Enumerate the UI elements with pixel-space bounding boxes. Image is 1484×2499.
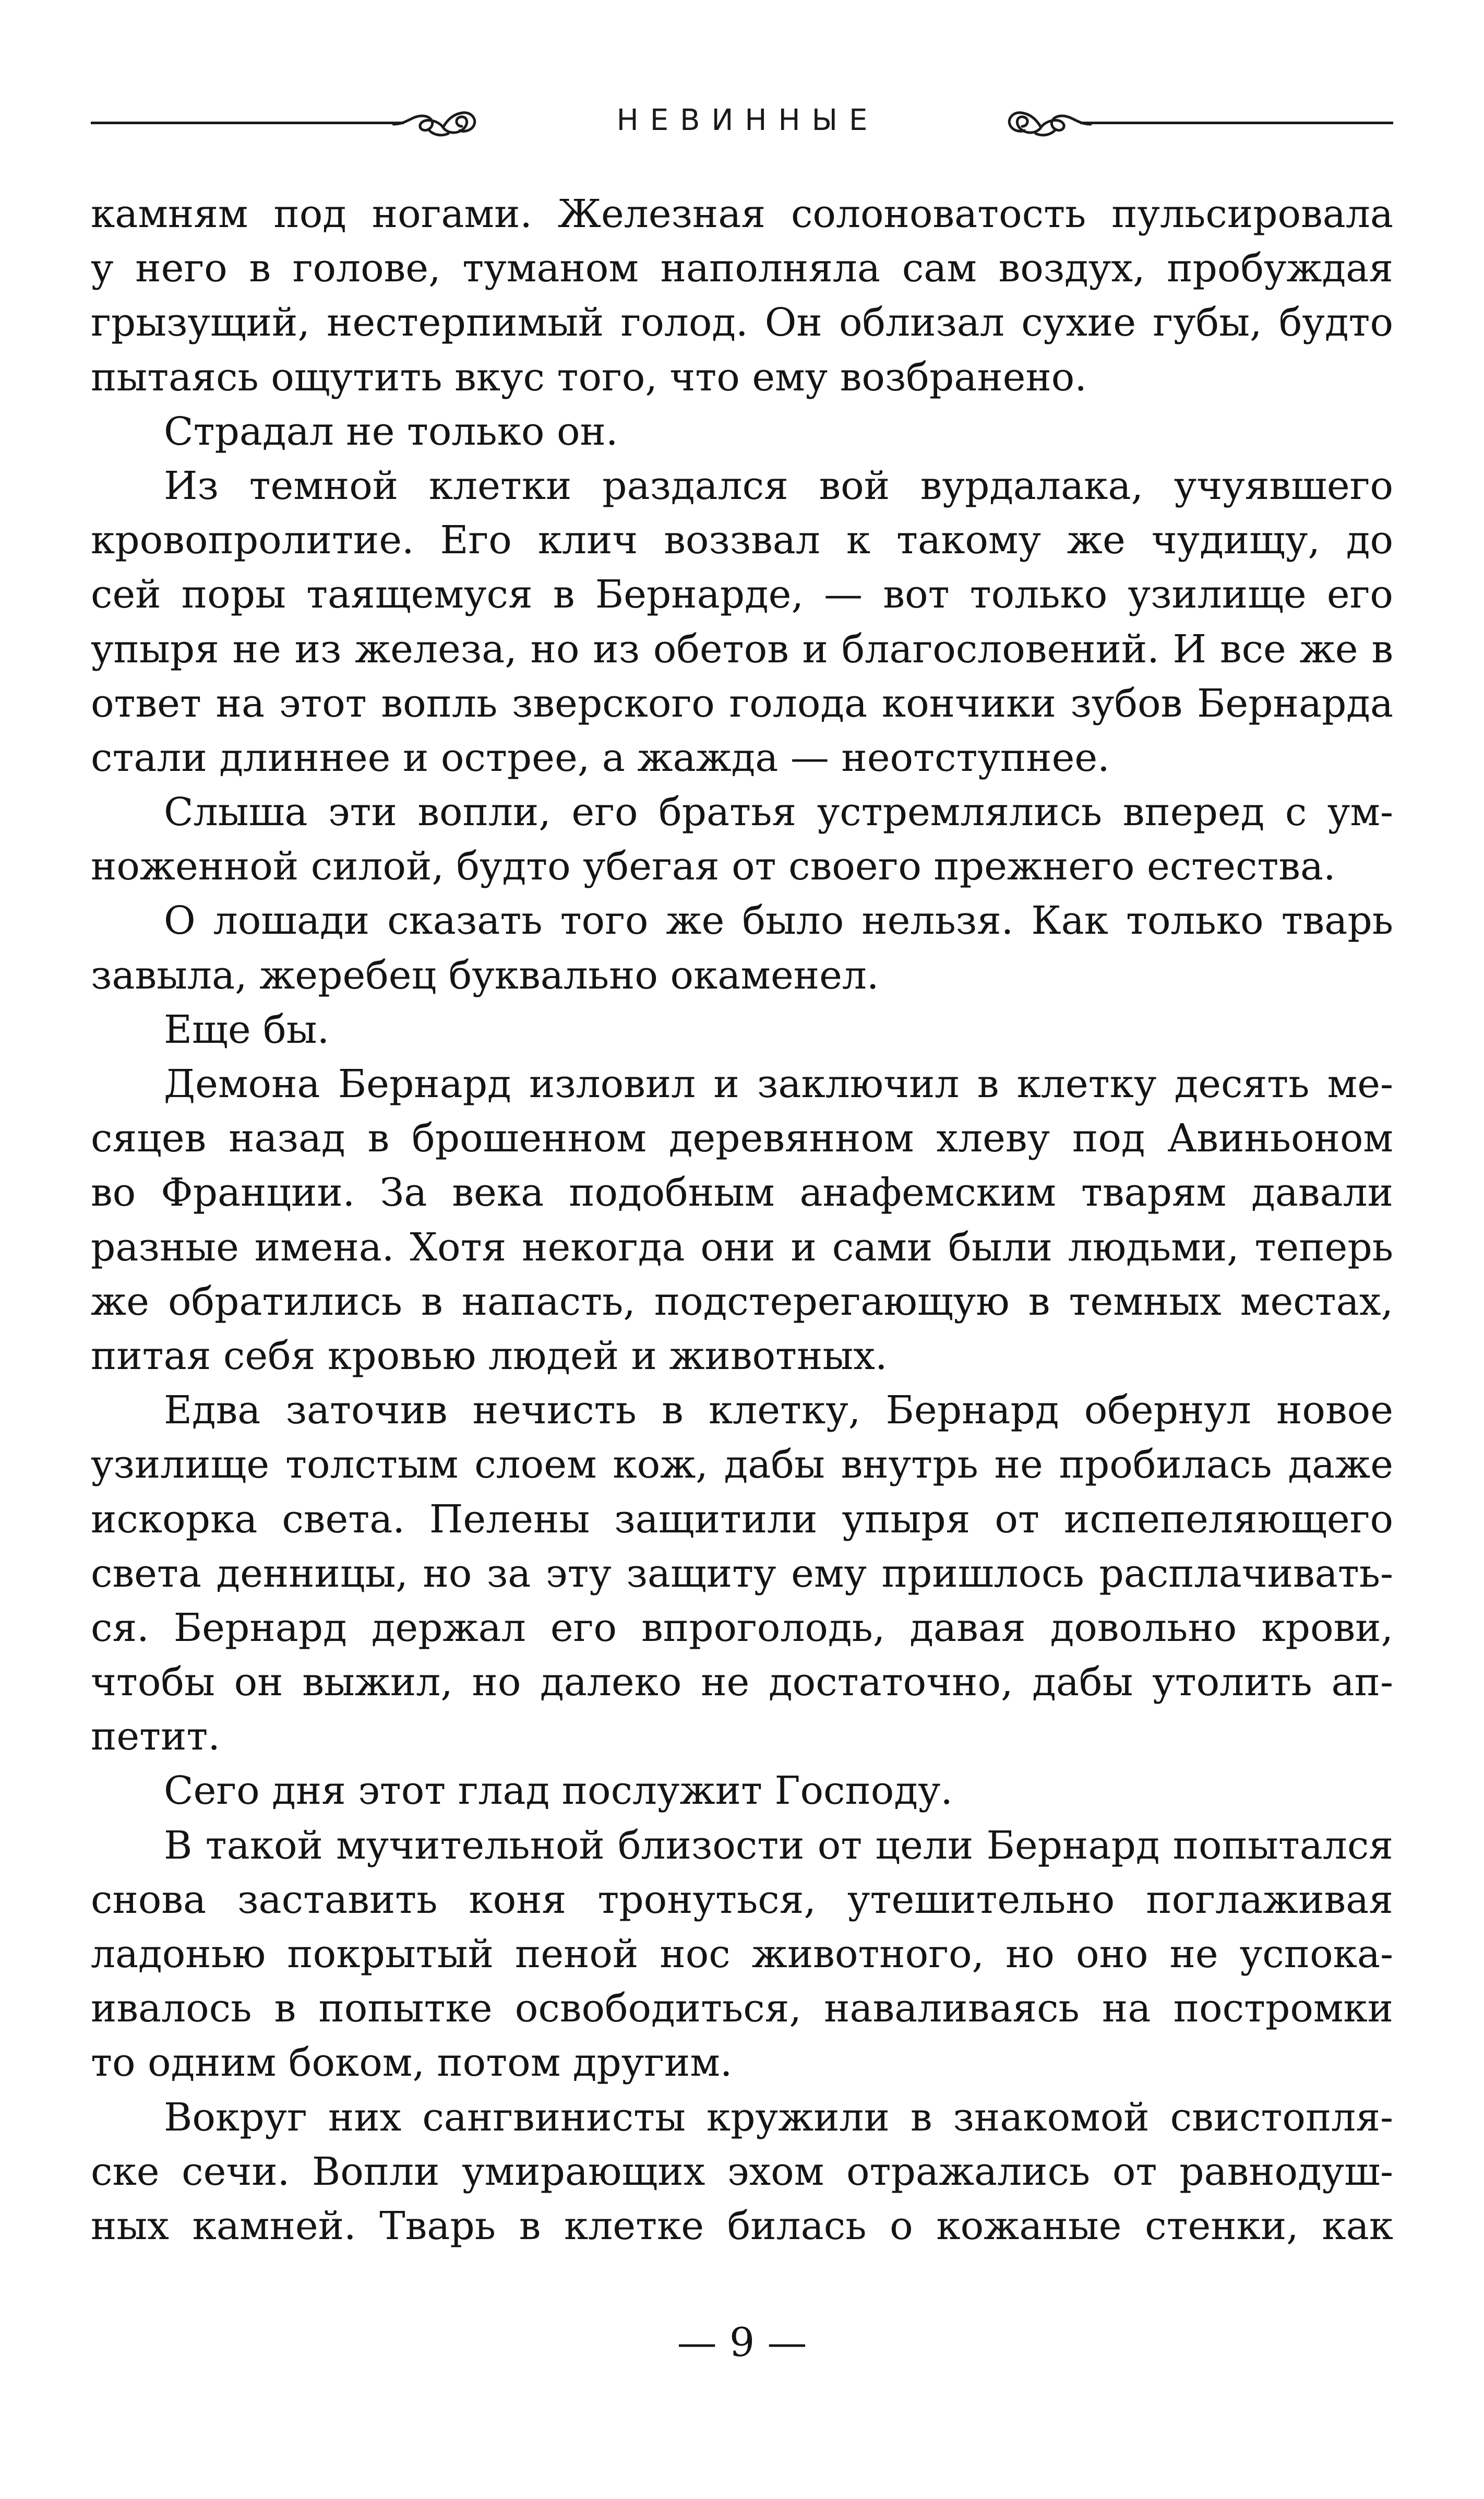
- text-line: света денницы, но за эту защиту ему пришлось расплачивать-: [91, 1551, 1393, 1596]
- text-line: ладонью покрытый пеной нос животного, но оно не успока-: [91, 1932, 1393, 1977]
- text-line: Вокруг них сангвинисты кружили в знакомой свистопля-: [164, 2095, 1393, 2140]
- text-line: Демона Бернард изловил и заключил в клетку десять ме-: [164, 1062, 1393, 1106]
- text-line: грызущий, нестерпимый голод. Он облизал сухие губы, будто: [91, 300, 1393, 346]
- text-line: упыря не из железа, но из обетов и благословений. И все же в: [91, 626, 1393, 672]
- text-line: ответ на этот вопль зверского голода кончики зубов Бернарда: [91, 681, 1393, 726]
- text-line: О лошади сказать того же было нельзя. Как только тварь: [164, 898, 1393, 944]
- text-line: В такой мучительной близости от цели Бернард попытался: [164, 1823, 1393, 1868]
- running-title: НЕВИННЫЕ: [616, 103, 879, 137]
- text-line: ся. Бернард держал его впроголодь, давая довольно крови,: [91, 1605, 1393, 1650]
- text-line: завыла, жеребец буквально окаменел.: [91, 953, 879, 998]
- text-line: стали длиннее и острее, а жажда — неотступнее.: [91, 735, 1110, 780]
- header-rule-right: [1080, 122, 1393, 124]
- text-line: Слыша эти вопли, его братья устремлялись вперед с ум-: [164, 790, 1393, 835]
- text-line: то одним боком, потом другим.: [91, 2040, 733, 2086]
- text-line: разные имена. Хотя некогда они и сами были людьми, теперь: [91, 1224, 1393, 1270]
- text-line: чтобы он выжил, но далеко не достаточно, дабы утолить ап-: [91, 1660, 1393, 1705]
- text-line: Еще бы.: [164, 1007, 330, 1052]
- text-line: ноженной силой, будто убегая от своего прежнего естества.: [91, 844, 1336, 889]
- text-line: Из темной клетки раздался вой вурдалака, учуявшего: [164, 463, 1393, 508]
- text-line: камням под ногами. Железная солоноватость пульсировала: [91, 192, 1393, 236]
- text-line: во Франции. За века подобным анафемским тварям давали: [91, 1170, 1393, 1216]
- text-line: Едва заточив нечисть в клетку, Бернард обернул новое: [164, 1388, 1393, 1433]
- text-line: Сего дня этот глад послужит Господу.: [164, 1768, 953, 1814]
- text-line: узилище толстым слоем кож, дабы внутрь не пробилась даже: [91, 1442, 1393, 1487]
- text-line: снова заставить коня тронуться, утешительно поглаживая: [91, 1877, 1393, 1922]
- text-line: ске сечи. Вопли умирающих эхом отражались от равнодуш-: [91, 2149, 1393, 2194]
- text-line: искорка света. Пелены защитили упыря от испепеляющего: [91, 1496, 1393, 1542]
- text-line: ных камней. Тварь в клетке билась о кожаные стенки, как: [91, 2203, 1393, 2248]
- text-line: ивалось в попытке освободиться, наваливаясь на постромки: [91, 1986, 1393, 2031]
- text-line: же обратились в напасть, подстерегающую в темных местах,: [91, 1279, 1393, 1324]
- text-line: петит.: [91, 1714, 220, 1759]
- text-line: Страдал не только он.: [164, 409, 618, 454]
- running-header: [91, 94, 1393, 151]
- page-number: — 9 —: [677, 2319, 807, 2365]
- text-line: сяцев назад в брошенном деревянном хлеву под Авиньоном: [91, 1116, 1393, 1161]
- text-line: питая себя кровью людей и животных.: [91, 1333, 888, 1378]
- text-line: пытаясь ощутить вкус того, что ему возбранено.: [91, 354, 1087, 400]
- text-line: сей поры таящемуся в Бернарде, — вот только узилище его: [91, 572, 1393, 617]
- body-text: [91, 187, 1393, 2253]
- text-line: кровопролитие. Его клич воззвал к такому же чудищу, до: [91, 518, 1393, 563]
- text-line: у него в голове, туманом наполняла сам воздух, пробуждая: [91, 246, 1393, 291]
